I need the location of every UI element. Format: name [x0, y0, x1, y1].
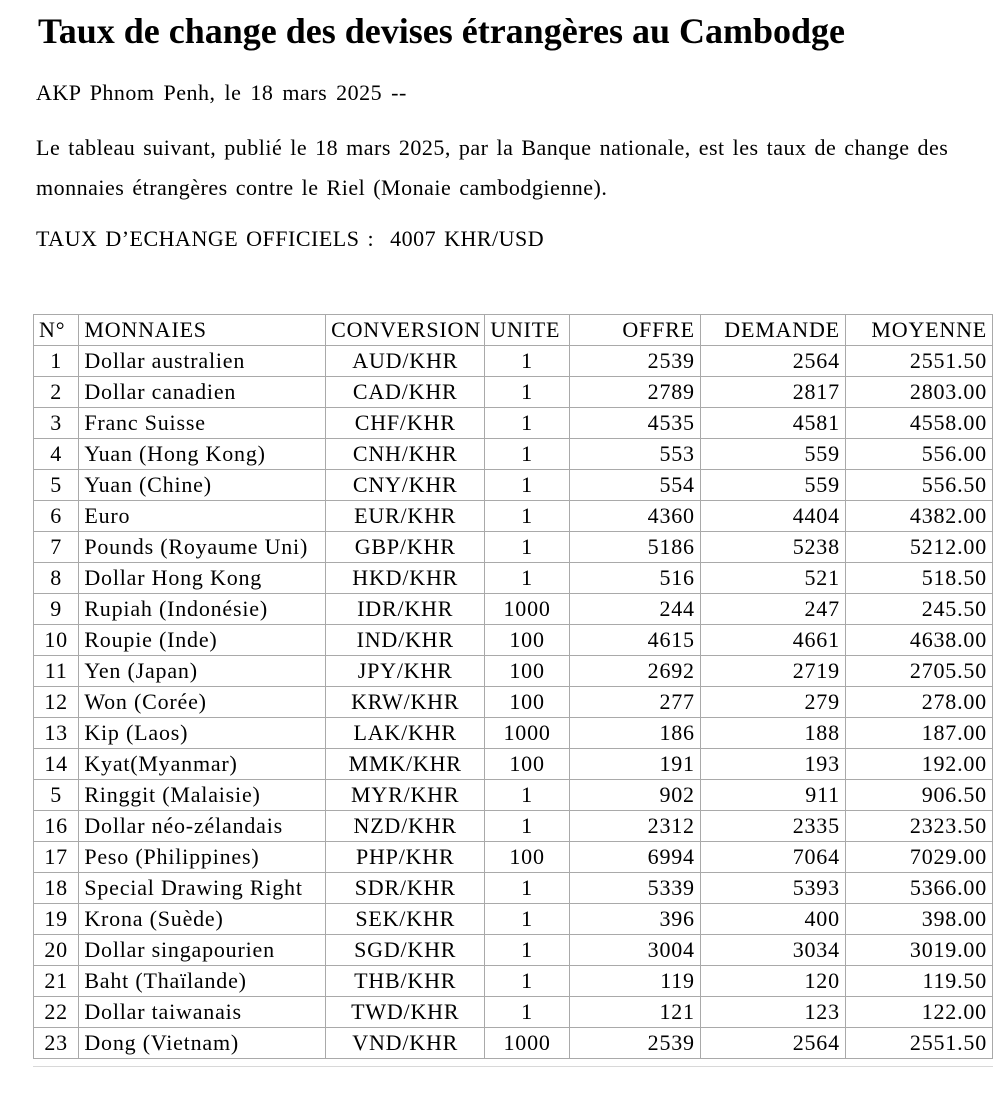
- cell-1-2: CAD/KHR: [326, 377, 485, 408]
- cell-4-5: 559: [700, 470, 845, 501]
- cell-20-5: 120: [700, 966, 845, 997]
- cell-8-3: 1000: [485, 594, 570, 625]
- cell-1-6: 2803.00: [845, 377, 992, 408]
- cell-13-2: MMK/KHR: [326, 749, 485, 780]
- cell-6-5: 5238: [700, 532, 845, 563]
- cell-15-3: 1: [485, 811, 570, 842]
- cell-7-5: 521: [700, 563, 845, 594]
- table-row: [34, 563, 993, 594]
- cell-13-5: 193: [700, 749, 845, 780]
- cell-16-5: 7064: [700, 842, 845, 873]
- cell-18-6: 398.00: [845, 904, 992, 935]
- cell-10-3: 100: [485, 656, 570, 687]
- cell-18-5: 400: [700, 904, 845, 935]
- cell-10-6: 2705.50: [845, 656, 992, 687]
- cell-13-4: 191: [569, 749, 700, 780]
- cell-2-3: 1: [485, 408, 570, 439]
- header-cell-6: MOYENNE: [845, 315, 992, 346]
- table-row: [34, 346, 993, 377]
- cell-17-0: 18: [34, 873, 79, 904]
- table-row: [34, 780, 993, 811]
- cell-7-0: 8: [34, 563, 79, 594]
- cell-14-3: 1: [485, 780, 570, 811]
- cell-22-4: 2539: [569, 1028, 700, 1059]
- cell-12-3: 1000: [485, 718, 570, 749]
- cell-8-1: Rupiah (Indonésie): [79, 594, 326, 625]
- cell-10-2: JPY/KHR: [326, 656, 485, 687]
- cell-22-1: Dong (Vietnam): [79, 1028, 326, 1059]
- cell-1-0: 2: [34, 377, 79, 408]
- table-row: [34, 470, 993, 501]
- cell-21-3: 1: [485, 997, 570, 1028]
- cell-7-3: 1: [485, 563, 570, 594]
- cell-2-4: 4535: [569, 408, 700, 439]
- cell-11-1: Won (Corée): [79, 687, 326, 718]
- table-row: [34, 966, 993, 997]
- cell-17-5: 5393: [700, 873, 845, 904]
- cell-5-3: 1: [485, 501, 570, 532]
- cell-17-6: 5366.00: [845, 873, 992, 904]
- cell-20-3: 1: [485, 966, 570, 997]
- cell-3-2: CNH/KHR: [326, 439, 485, 470]
- cell-5-6: 4382.00: [845, 501, 992, 532]
- cell-15-5: 2335: [700, 811, 845, 842]
- cell-5-2: EUR/KHR: [326, 501, 485, 532]
- cell-18-1: Krona (Suède): [79, 904, 326, 935]
- official-rate-label: TAUX D’ECHANGE OFFICIELS :: [36, 226, 375, 252]
- cell-5-5: 4404: [700, 501, 845, 532]
- exchange-table: [33, 314, 993, 1059]
- cell-10-1: Yen (Japan): [79, 656, 326, 687]
- cell-11-4: 277: [569, 687, 700, 718]
- cell-22-2: VND/KHR: [326, 1028, 485, 1059]
- cell-15-1: Dollar néo-zélandais: [79, 811, 326, 842]
- cell-9-5: 4661: [700, 625, 845, 656]
- header-cell-5: DEMANDE: [700, 315, 845, 346]
- header-cell-3: UNITE: [485, 315, 570, 346]
- cell-12-4: 186: [569, 718, 700, 749]
- cell-0-3: 1: [485, 346, 570, 377]
- cell-20-4: 119: [569, 966, 700, 997]
- cell-13-3: 100: [485, 749, 570, 780]
- table-row: [34, 594, 993, 625]
- table-body: [34, 346, 993, 1059]
- cell-7-1: Dollar Hong Kong: [79, 563, 326, 594]
- cell-21-2: TWD/KHR: [326, 997, 485, 1028]
- official-rate-value: 4007 KHR/USD: [390, 226, 545, 252]
- cell-8-4: 244: [569, 594, 700, 625]
- cell-6-2: GBP/KHR: [326, 532, 485, 563]
- cell-4-2: CNY/KHR: [326, 470, 485, 501]
- cell-18-2: SEK/KHR: [326, 904, 485, 935]
- article-page: [0, 10, 1000, 1067]
- cell-8-0: 9: [34, 594, 79, 625]
- cell-10-4: 2692: [569, 656, 700, 687]
- cell-8-6: 245.50: [845, 594, 992, 625]
- cell-6-1: Pounds (Royaume Uni): [79, 532, 326, 563]
- cell-17-2: SDR/KHR: [326, 873, 485, 904]
- cell-9-6: 4638.00: [845, 625, 992, 656]
- table-row: [34, 842, 993, 873]
- cell-6-3: 1: [485, 532, 570, 563]
- table-row: [34, 935, 993, 966]
- cell-0-5: 2564: [700, 346, 845, 377]
- cell-20-2: THB/KHR: [326, 966, 485, 997]
- table-row: [34, 532, 993, 563]
- cell-16-1: Peso (Philippines): [79, 842, 326, 873]
- cell-2-6: 4558.00: [845, 408, 992, 439]
- intro-line-1: Le tableau suivant, publié le 18 mars 2025, par la Banque nationale, est les taux de change des: [36, 135, 949, 161]
- table-row: [34, 439, 993, 470]
- cell-10-0: 11: [34, 656, 79, 687]
- cell-0-6: 2551.50: [845, 346, 992, 377]
- cell-19-5: 3034: [700, 935, 845, 966]
- table-row: [34, 718, 993, 749]
- official-rate: [36, 226, 1000, 252]
- cell-22-0: 23: [34, 1028, 79, 1059]
- cell-12-1: Kip (Laos): [79, 718, 326, 749]
- cell-2-2: CHF/KHR: [326, 408, 485, 439]
- table-header-row: [34, 315, 993, 346]
- cell-15-2: NZD/KHR: [326, 811, 485, 842]
- cell-1-1: Dollar canadien: [79, 377, 326, 408]
- cell-16-2: PHP/KHR: [326, 842, 485, 873]
- cell-9-1: Roupie (Inde): [79, 625, 326, 656]
- cell-11-2: KRW/KHR: [326, 687, 485, 718]
- cell-6-4: 5186: [569, 532, 700, 563]
- cell-9-4: 4615: [569, 625, 700, 656]
- cell-9-3: 100: [485, 625, 570, 656]
- cell-19-2: SGD/KHR: [326, 935, 485, 966]
- cell-21-1: Dollar taiwanais: [79, 997, 326, 1028]
- cell-11-5: 279: [700, 687, 845, 718]
- cell-17-4: 5339: [569, 873, 700, 904]
- cell-11-0: 12: [34, 687, 79, 718]
- cell-15-6: 2323.50: [845, 811, 992, 842]
- cell-7-6: 518.50: [845, 563, 992, 594]
- cell-22-5: 2564: [700, 1028, 845, 1059]
- cell-19-4: 3004: [569, 935, 700, 966]
- cell-22-6: 2551.50: [845, 1028, 992, 1059]
- cell-14-0: 5: [34, 780, 79, 811]
- table-row: [34, 904, 993, 935]
- cell-4-3: 1: [485, 470, 570, 501]
- table-row: [34, 687, 993, 718]
- header-cell-4: OFFRE: [569, 315, 700, 346]
- cell-10-5: 2719: [700, 656, 845, 687]
- cell-15-0: 16: [34, 811, 79, 842]
- cell-4-4: 554: [569, 470, 700, 501]
- table-row: [34, 997, 993, 1028]
- cell-16-3: 100: [485, 842, 570, 873]
- cell-13-0: 14: [34, 749, 79, 780]
- cell-14-5: 911: [700, 780, 845, 811]
- cell-0-0: 1: [34, 346, 79, 377]
- cell-8-5: 247: [700, 594, 845, 625]
- cell-18-0: 19: [34, 904, 79, 935]
- cell-4-6: 556.50: [845, 470, 992, 501]
- table-row: [34, 501, 993, 532]
- table-row: [34, 408, 993, 439]
- cell-1-5: 2817: [700, 377, 845, 408]
- cell-4-0: 5: [34, 470, 79, 501]
- intro-line-2: monnaies étrangères contre le Riel (Monaie cambodgienne).: [36, 175, 608, 201]
- cell-7-4: 516: [569, 563, 700, 594]
- cell-22-3: 1000: [485, 1028, 570, 1059]
- cell-0-2: AUD/KHR: [326, 346, 485, 377]
- cell-21-5: 123: [700, 997, 845, 1028]
- cell-2-0: 3: [34, 408, 79, 439]
- cell-21-6: 122.00: [845, 997, 992, 1028]
- cell-14-2: MYR/KHR: [326, 780, 485, 811]
- cell-12-2: LAK/KHR: [326, 718, 485, 749]
- cell-19-6: 3019.00: [845, 935, 992, 966]
- cell-3-5: 559: [700, 439, 845, 470]
- cell-13-1: Kyat(Myanmar): [79, 749, 326, 780]
- cell-20-1: Baht (Thaïlande): [79, 966, 326, 997]
- cell-2-5: 4581: [700, 408, 845, 439]
- cell-19-0: 20: [34, 935, 79, 966]
- cell-17-1: Special Drawing Right: [79, 873, 326, 904]
- cell-1-3: 1: [485, 377, 570, 408]
- cell-14-1: Ringgit (Malaisie): [79, 780, 326, 811]
- cell-6-6: 5212.00: [845, 532, 992, 563]
- page-title: Taux de change des devises étrangères au Cambodge: [38, 11, 846, 51]
- cell-21-4: 121: [569, 997, 700, 1028]
- table-row: [34, 873, 993, 904]
- next-row-divider: [33, 1066, 993, 1067]
- header-cell-0: N°: [34, 315, 79, 346]
- cell-20-6: 119.50: [845, 966, 992, 997]
- cell-5-4: 4360: [569, 501, 700, 532]
- cell-5-1: Euro: [79, 501, 326, 532]
- cell-12-0: 13: [34, 718, 79, 749]
- cell-19-3: 1: [485, 935, 570, 966]
- cell-18-3: 1: [485, 904, 570, 935]
- cell-11-6: 278.00: [845, 687, 992, 718]
- cell-16-4: 6994: [569, 842, 700, 873]
- cell-5-0: 6: [34, 501, 79, 532]
- cell-3-0: 4: [34, 439, 79, 470]
- cell-4-1: Yuan (Chine): [79, 470, 326, 501]
- cell-11-3: 100: [485, 687, 570, 718]
- cell-14-4: 902: [569, 780, 700, 811]
- table-row: [34, 656, 993, 687]
- cell-9-0: 10: [34, 625, 79, 656]
- cell-21-0: 22: [34, 997, 79, 1028]
- table-row: [34, 811, 993, 842]
- cell-14-6: 906.50: [845, 780, 992, 811]
- cell-16-0: 17: [34, 842, 79, 873]
- cell-16-6: 7029.00: [845, 842, 992, 873]
- intro-paragraph: [36, 128, 1000, 208]
- header-cell-1: MONNAIES: [79, 315, 326, 346]
- cell-12-5: 188: [700, 718, 845, 749]
- dateline: AKP Phnom Penh, le 18 mars 2025 --: [36, 80, 407, 106]
- cell-3-3: 1: [485, 439, 570, 470]
- cell-2-1: Franc Suisse: [79, 408, 326, 439]
- table-row: [34, 1028, 993, 1059]
- cell-1-4: 2789: [569, 377, 700, 408]
- cell-19-1: Dollar singapourien: [79, 935, 326, 966]
- cell-9-2: IND/KHR: [326, 625, 485, 656]
- cell-0-1: Dollar australien: [79, 346, 326, 377]
- cell-3-4: 553: [569, 439, 700, 470]
- cell-15-4: 2312: [569, 811, 700, 842]
- cell-12-6: 187.00: [845, 718, 992, 749]
- cell-6-0: 7: [34, 532, 79, 563]
- table-row: [34, 377, 993, 408]
- cell-7-2: HKD/KHR: [326, 563, 485, 594]
- table-row: [34, 625, 993, 656]
- cell-3-1: Yuan (Hong Kong): [79, 439, 326, 470]
- cell-8-2: IDR/KHR: [326, 594, 485, 625]
- cell-17-3: 1: [485, 873, 570, 904]
- cell-0-4: 2539: [569, 346, 700, 377]
- cell-18-4: 396: [569, 904, 700, 935]
- cell-20-0: 21: [34, 966, 79, 997]
- cell-13-6: 192.00: [845, 749, 992, 780]
- cell-3-6: 556.00: [845, 439, 992, 470]
- header-cell-2: CONVERSION: [326, 315, 485, 346]
- table-row: [34, 749, 993, 780]
